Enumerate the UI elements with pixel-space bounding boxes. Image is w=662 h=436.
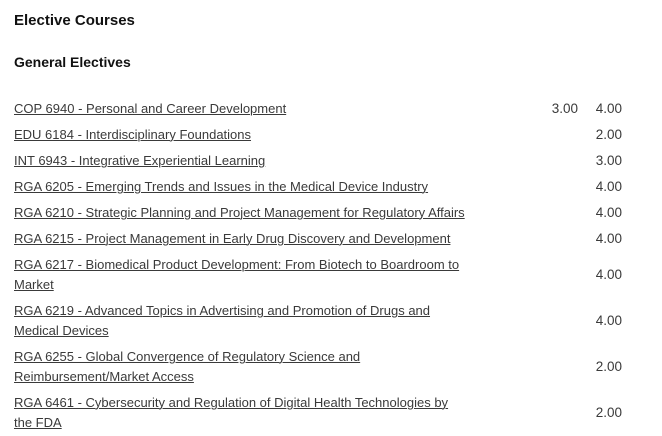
course-link-line: Reimbursement/Market Access [14,369,194,384]
course-link-line: Market [14,277,54,292]
credit-max-value: 3.00 [595,153,622,168]
course-row [14,174,622,200]
credit-min-value: 3.00 [551,101,578,116]
course-link[interactable] [14,203,534,223]
course-link-line: RGA 6255 - Global Convergence of Regulatory Science and [14,349,361,364]
course-link-line: COP 6940 - Personal and Career Development [14,101,287,116]
section-title: General Electives [14,54,131,70]
course-link[interactable] [14,229,534,249]
course-row [14,298,622,344]
page-title: Elective Courses [14,12,135,29]
course-link[interactable] [14,255,534,295]
course-link[interactable] [14,125,534,145]
course-link-line: RGA 6215 - Project Management in Early Drug Discovery and Development [14,231,451,246]
credit-max-value: 2.00 [595,405,622,420]
course-row [14,200,622,226]
course-row [14,252,622,298]
course-link-line: EDU 6184 - Interdisciplinary Foundations [14,127,252,142]
credit-max-value: 4.00 [595,101,622,116]
credit-max-value: 4.00 [595,267,622,282]
course-link-line: RGA 6219 - Advanced Topics in Advertising and Promotion of Drugs and [14,303,431,318]
course-row [14,122,622,148]
course-link-line: RGA 6205 - Emerging Trends and Issues in the Medical Device Industry [14,179,429,194]
course-table [14,96,622,436]
credit-max-value: 2.00 [595,359,622,374]
course-link[interactable] [14,151,534,171]
credit-max-value: 4.00 [595,231,622,246]
course-link[interactable] [14,177,534,197]
course-row [14,390,622,436]
course-link[interactable] [14,99,534,119]
course-link[interactable] [14,301,534,341]
credit-max-value: 4.00 [595,313,622,328]
course-row [14,344,622,390]
credit-max-value: 4.00 [595,179,622,194]
course-link-line: the FDA [14,415,62,430]
course-row [14,148,622,174]
course-link-line: RGA 6217 - Biomedical Product Development: From Biotech to Boardroom to [14,257,460,272]
credit-max-value: 4.00 [595,205,622,220]
course-link-line: Medical Devices [14,323,109,338]
course-link-line: RGA 6461 - Cybersecurity and Regulation of Digital Health Technologies by [14,395,449,410]
course-link[interactable] [14,393,534,433]
course-row [14,226,622,252]
course-row [14,96,622,122]
course-link-line: INT 6943 - Integrative Experiential Learning [14,153,266,168]
course-link-line: RGA 6210 - Strategic Planning and Project Management for Regulatory Affairs [14,205,465,220]
course-link[interactable] [14,347,534,387]
credit-max-value: 2.00 [595,127,622,142]
